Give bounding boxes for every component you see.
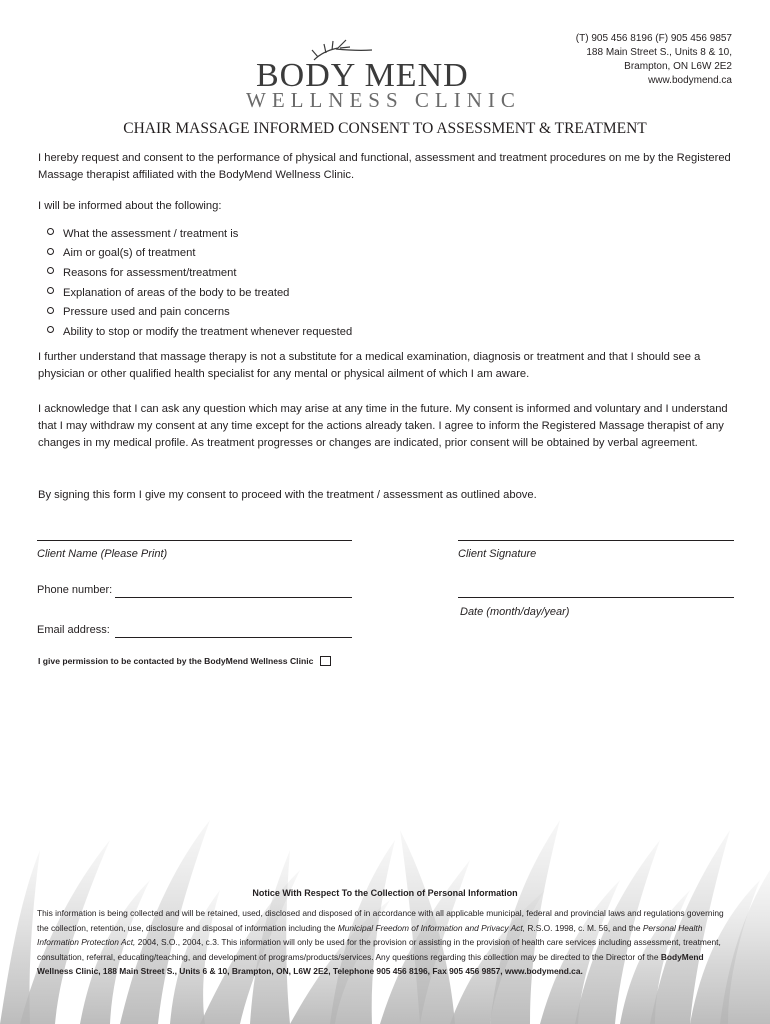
client-signature-label: Client Signature [458, 548, 537, 560]
page-title: CHAIR MASSAGE INFORMED CONSENT TO ASSESSMENT & TREATMENT [123, 120, 647, 137]
list-item [47, 263, 352, 283]
notice-text-1: This information is being collected and will be retained, used, disclosed and disposed of in accordance with all applicable municipal, federal and provincial laws and regulations governing the collection, retention, use, disclosure and disposal of information including the [37, 908, 724, 933]
list-item [47, 322, 352, 342]
client-name-label: Client Name (Please Print) [37, 548, 168, 560]
phone-label: Phone number: [37, 584, 113, 596]
list-item-text: Ability to stop or modify the treatment whenever requested [63, 325, 353, 338]
email-input[interactable] [115, 637, 352, 638]
privacy-notice [37, 906, 737, 979]
understand-paragraph: I further understand that massage therapy is not a substitute for a medical examination, diagnosis or treatment and that I should see a physician or other qualified health specialist for any mental or physical ailment of which I am aware. [38, 351, 701, 380]
client-name-input[interactable] [37, 540, 352, 541]
circle-bullet-icon [47, 248, 54, 255]
intro-paragraph: I hereby request and consent to the performance of physical and functional, assessment and treatment procedures on me by the Registered Massage therapist affiliated with the BodyMend Wellness Clinic. [38, 152, 731, 181]
list-item-text: Explanation of areas of the body to be treated [63, 286, 290, 299]
date-label: Date (month/day/year) [460, 606, 570, 618]
contact-block [576, 32, 732, 88]
permission-label: I give permission to be contacted by the BodyMend Wellness Clinic [38, 656, 314, 666]
notice-act-2: Personal Health Information Protection Act, [37, 922, 703, 948]
logo-subtitle: WELLNESS CLINIC [246, 88, 521, 112]
circle-bullet-icon [47, 307, 54, 314]
signing-paragraph: By signing this form I give my consent to proceed with the treatment / assessment as outlined above. [38, 489, 537, 501]
notice-title: Notice With Respect To the Collection of Personal Information [252, 888, 518, 898]
email-label: Email address: [37, 624, 110, 636]
list-item [47, 224, 352, 244]
notice-text-2: R.S.O. 1998, c. M. 56, and the [525, 922, 643, 933]
permission-checkbox[interactable] [320, 656, 331, 666]
circle-bullet-icon [47, 267, 54, 274]
logo-name: BODY MEND [256, 57, 469, 94]
list-item-text: Pressure used and pain concerns [63, 306, 230, 319]
clinic-logo [236, 38, 536, 110]
list-item-text: Reasons for assessment/treatment [63, 266, 237, 279]
website-link[interactable]: www.bodymend.ca [648, 75, 732, 86]
circle-bullet-icon [47, 287, 54, 294]
informed-list [47, 224, 352, 342]
list-item-text: Aim or goal(s) of treatment [63, 247, 196, 260]
address-line-1: 188 Main Street S., Units 8 & 10, [586, 47, 732, 58]
notice-text-3: 2004, S.O., 2004, c.3. This information will only be used for the provision or assisting in the provision of health care services including assessment, treatment, consultation, referral, educating/teaching, and development of programs/products/services. Any questions regarding this collection may be directed to the Director of the [37, 937, 721, 962]
informed-heading: I will be informed about the following: [38, 200, 222, 212]
list-item [47, 302, 352, 322]
notice-contact: BodyMend Wellness Clinic, 188 Main Street S., Units 6 & 10, Brampton, ON, L6W 2E2, Telephone 905 456 8196, Fax 905 456 9857, www.bodymend.ca. [37, 951, 704, 977]
list-item [47, 283, 352, 303]
circle-bullet-icon [47, 326, 54, 333]
contact-permission [38, 656, 331, 666]
list-item-text: What the assessment / treatment is [63, 227, 239, 240]
phone-fax: (T) 905 456 8196 (F) 905 456 9857 [575, 33, 732, 44]
list-item [47, 244, 352, 264]
circle-bullet-icon [47, 228, 54, 235]
notice-act-1: Municipal Freedom of Information and Privacy Act, [337, 922, 526, 933]
client-signature-input[interactable] [458, 540, 734, 541]
date-input[interactable] [458, 597, 734, 598]
address-line-2: Brampton, ON L6W 2E2 [624, 61, 732, 72]
phone-input[interactable] [115, 597, 352, 598]
acknowledge-paragraph: I acknowledge that I can ask any question which may arise at any time in the future. My consent is informed and voluntary and I understand that I may withdraw my consent at any time except for the actions already taken. I agree to inform the Registered Massage therapist of any changes in my medical profile. As treatment progresses or changes are indicated, prior consent will be obtained by verbal agreement. [38, 403, 728, 449]
